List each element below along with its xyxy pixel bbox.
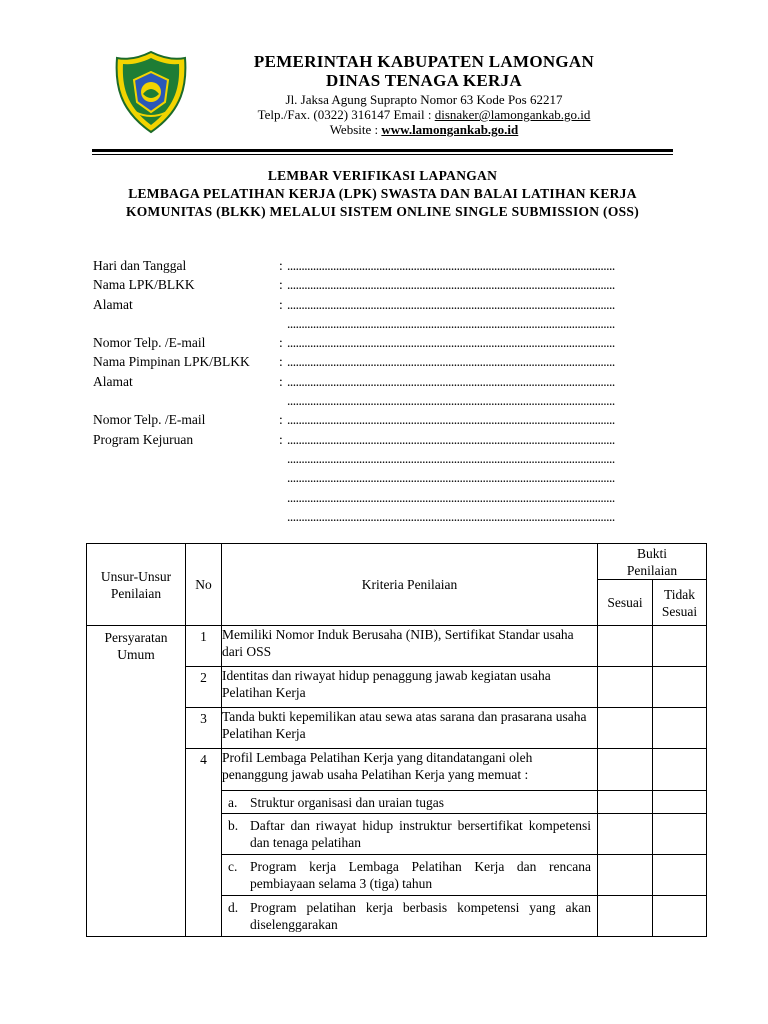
form-field-label: Nama Pimpinan LPK/BLKK	[93, 354, 250, 370]
identity-form	[93, 256, 683, 526]
document-subtitle-line2: KOMUNITAS (BLKK) MELALUI SISTEM ONLINE SINGLE SUBMISSION (OSS)	[125, 204, 640, 219]
sub-criteria-text: Program pelatihan kerja berbasis kompetensi yang akan diselenggarakan	[250, 900, 591, 932]
letterhead-government-name: PEMERINTAH KABUPATEN LAMONGAN	[253, 52, 595, 71]
sub-criteria-marker: a.	[228, 795, 238, 810]
form-field-label: Hari dan Tanggal	[93, 258, 187, 273]
form-field-label: Alamat	[93, 373, 133, 389]
form-field-label: Program Kejuruan	[93, 431, 194, 447]
row-number: 1	[186, 626, 222, 667]
form-field-colon: :	[279, 412, 283, 428]
checkbox-sesuai[interactable]	[598, 708, 653, 749]
table-row	[87, 626, 707, 667]
sub-criteria-marker: b.	[228, 818, 239, 833]
checkbox-tidak-sesuai[interactable]	[653, 626, 707, 667]
form-field-row	[93, 295, 683, 314]
sub-criteria-text: Program kerja Lembaga Pelatihan Kerja dan rencana pembiayaan selama 3 (tiga) tahun	[250, 859, 591, 891]
letterhead-email-link[interactable]: disnaker@lamongankab.go.id	[434, 107, 591, 122]
letterhead-thin-divider	[92, 154, 673, 155]
form-field-colon: :	[279, 296, 283, 312]
sub-criteria-marker: c.	[228, 859, 238, 874]
header-bukti-penilaian: Bukti Penilaian	[598, 544, 707, 580]
lamongan-regency-emblem-logo	[113, 50, 189, 134]
checkbox-sesuai[interactable]	[598, 626, 653, 667]
form-field-row	[93, 275, 683, 294]
letterhead-thick-divider	[92, 149, 673, 152]
document-subtitle-line1: LEMBAGA PELATIHAN KERJA (LPK) SWASTA DAN BALAI LATIHAN KERJA	[128, 186, 637, 201]
header-unsur-penilaian: Unsur-Unsur Penilaian	[87, 544, 186, 626]
checkbox-tidak-sesuai[interactable]	[653, 791, 707, 814]
form-field-blank[interactable]: ..................................................................................................................	[287, 470, 615, 486]
row-number: 4	[186, 749, 222, 937]
header-sesuai: Sesuai	[598, 580, 653, 626]
form-field-continuation	[93, 468, 683, 487]
checkbox-sesuai[interactable]	[598, 814, 653, 855]
form-field-blank[interactable]: ..................................................................................................................	[287, 354, 615, 370]
checkbox-tidak-sesuai[interactable]	[653, 814, 707, 855]
form-field-continuation	[93, 314, 683, 333]
form-field-row	[93, 430, 683, 449]
form-field-colon: :	[279, 354, 283, 370]
form-field-blank[interactable]: ..................................................................................................................	[287, 315, 615, 331]
checkbox-sesuai[interactable]	[598, 896, 653, 937]
group-persyaratan-umum: Persyaratan Umum	[87, 626, 186, 937]
sub-criteria-cell	[222, 896, 598, 937]
form-field-row	[93, 256, 683, 275]
form-field-colon: :	[279, 373, 283, 389]
checkbox-tidak-sesuai[interactable]	[653, 896, 707, 937]
document-title: LEMBAR VERIFIKASI LAPANGAN	[267, 168, 498, 183]
header-no: No	[186, 544, 222, 626]
form-field-colon: :	[279, 258, 283, 273]
form-field-colon: :	[279, 431, 283, 447]
checkbox-tidak-sesuai[interactable]	[653, 667, 707, 708]
checkbox-sesuai[interactable]	[598, 855, 653, 896]
form-field-blank[interactable]: ..................................................................................................................	[287, 277, 615, 293]
checkbox-tidak-sesuai[interactable]	[653, 855, 707, 896]
letterhead-phone: Telp./Fax. (0322) 316147 Email :	[257, 107, 435, 122]
form-field-row	[93, 372, 683, 391]
letterhead-website-label: Website :	[329, 122, 382, 137]
letterhead-agency-name: DINAS TENAGA KERJA	[326, 71, 522, 90]
form-field-label: Nomor Telp. /E-mail	[93, 412, 206, 428]
letterhead-address: Jl. Jaksa Agung Suprapto Nomor 63 Kode Pos 62217	[285, 92, 563, 107]
checkbox-tidak-sesuai[interactable]	[653, 708, 707, 749]
row-number: 2	[186, 667, 222, 708]
form-field-label: Nomor Telp. /E-mail	[93, 335, 206, 351]
verification-table	[86, 543, 707, 937]
form-field-continuation	[93, 507, 683, 526]
form-field-blank[interactable]: ..................................................................................................................	[287, 450, 615, 466]
form-field-row	[93, 333, 683, 352]
sub-criteria-cell	[222, 814, 598, 855]
header-tidak-sesuai: Tidak Sesuai	[653, 580, 707, 626]
checkbox-sesuai[interactable]	[598, 667, 653, 708]
form-field-blank[interactable]: ..................................................................................................................	[287, 393, 615, 409]
form-field-label: Alamat	[93, 296, 133, 312]
form-field-blank[interactable]: ..................................................................................................................	[287, 258, 615, 273]
form-field-blank[interactable]: ..................................................................................................................	[287, 296, 615, 312]
form-field-colon: :	[279, 335, 283, 351]
form-field-continuation	[93, 391, 683, 410]
sub-criteria-text: Daftar dan riwayat hidup instruktur bersertifikat kompetensi dan tenaga pelatihan	[250, 818, 591, 850]
form-field-blank[interactable]: ..................................................................................................................	[287, 373, 615, 389]
form-field-continuation	[93, 449, 683, 468]
header-kriteria-penilaian: Kriteria Penilaian	[222, 544, 598, 626]
form-field-colon: :	[279, 277, 283, 293]
sub-criteria-marker: d.	[228, 900, 239, 915]
form-field-row	[93, 410, 683, 429]
criteria-text: Identitas dan riwayat hidup penaggung jawab kegiatan usaha Pelatihan Kerja	[222, 667, 598, 708]
form-field-blank[interactable]: ..................................................................................................................	[287, 489, 615, 505]
form-field-label: Nama LPK/BLKK	[93, 277, 195, 293]
form-field-blank[interactable]: ..................................................................................................................	[287, 508, 615, 524]
checkbox-sesuai[interactable]	[598, 791, 653, 814]
form-field-row	[93, 352, 683, 371]
checkbox-tidak-sesuai[interactable]	[653, 749, 707, 791]
letterhead-website-link[interactable]: www.lamongankab.go.id	[381, 122, 519, 137]
checkbox-sesuai[interactable]	[598, 749, 653, 791]
form-field-blank[interactable]: ..................................................................................................................	[287, 335, 615, 351]
form-field-continuation	[93, 488, 683, 507]
letterhead-contact-line	[190, 107, 658, 123]
sub-criteria-text: Struktur organisasi dan uraian tugas	[250, 795, 444, 810]
criteria-text: Profil Lembaga Pelatihan Kerja yang ditandatangani oleh penanggung jawab usaha Pelatihan Kerja yang memuat :	[222, 749, 598, 791]
form-field-blank[interactable]: ..................................................................................................................	[287, 431, 615, 447]
sub-criteria-cell	[222, 791, 598, 814]
form-field-blank[interactable]: ..................................................................................................................	[287, 412, 615, 428]
row-number: 3	[186, 708, 222, 749]
letterhead-website-line	[190, 122, 658, 138]
criteria-text: Memiliki Nomor Induk Berusaha (NIB), Sertifikat Standar usaha dari OSS	[222, 626, 598, 667]
criteria-text: Tanda bukti kepemilikan atau sewa atas sarana dan prasarana usaha Pelatihan Kerja	[222, 708, 598, 749]
sub-criteria-cell	[222, 855, 598, 896]
